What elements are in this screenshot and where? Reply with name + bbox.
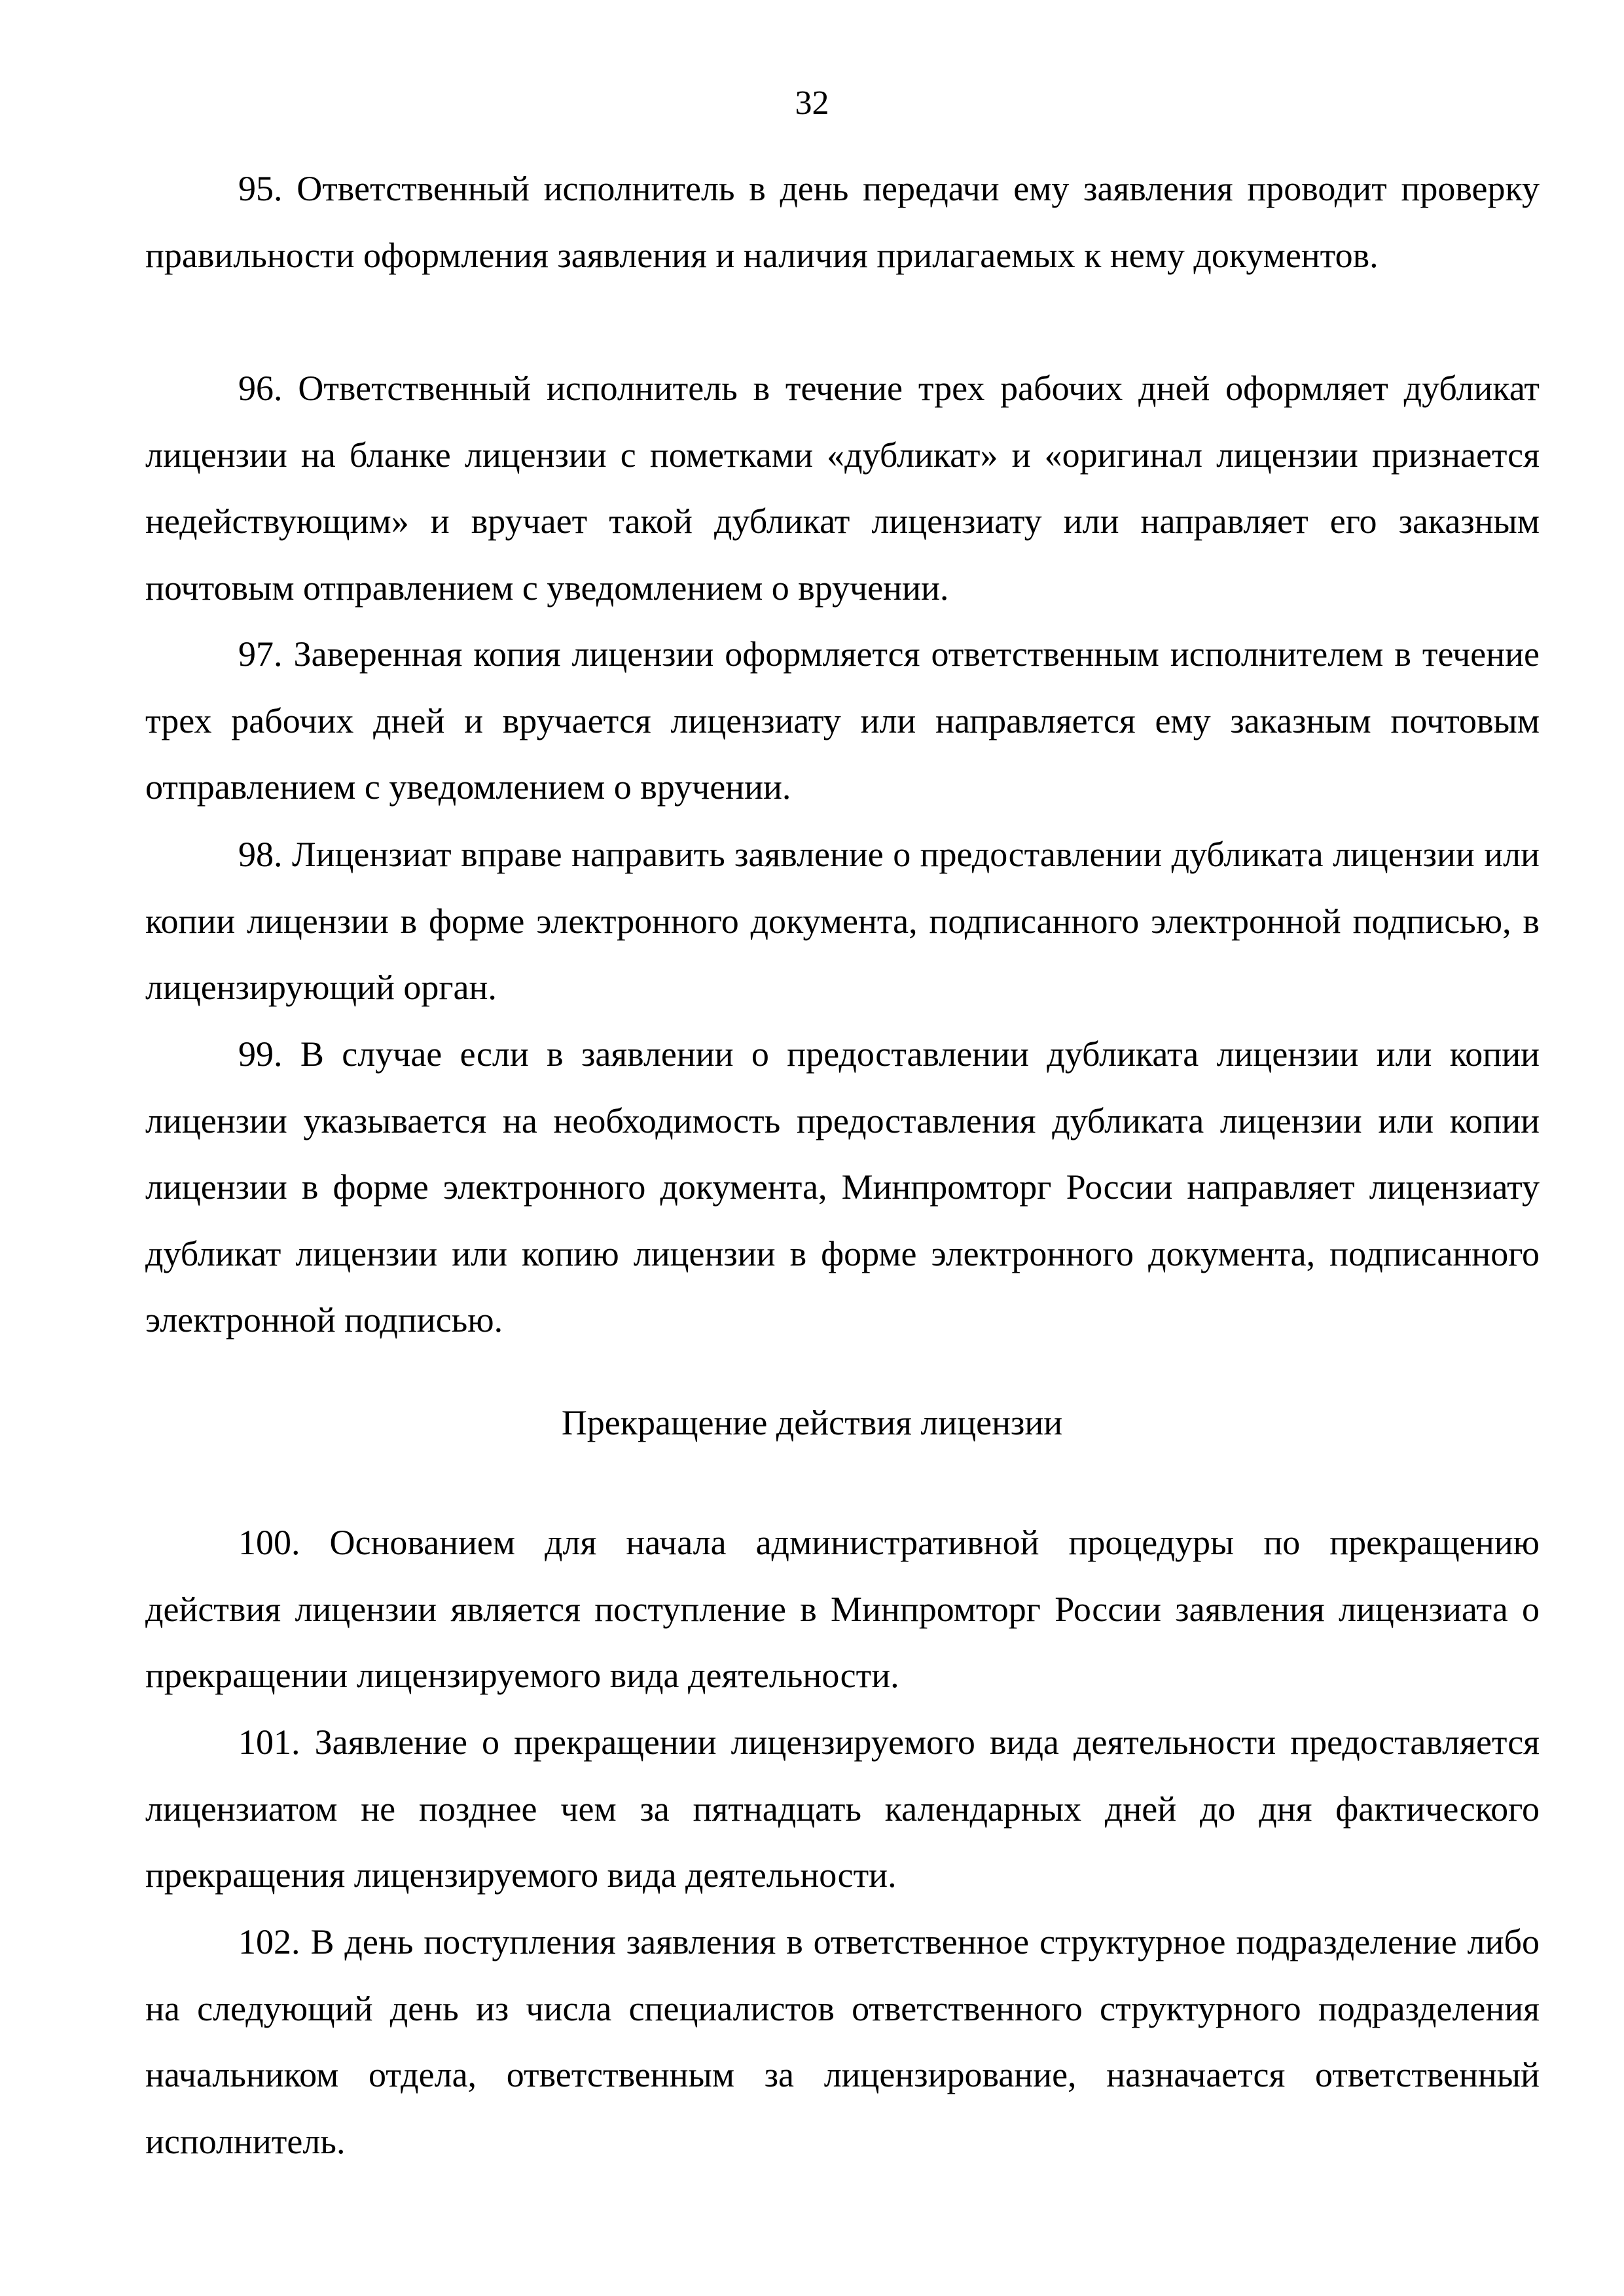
paragraph-102: 102. В день поступления заявления в ответственное структурное подразделение либо на следующий день из числа специалистов ответственного структурного подразделения начальником отдела, ответственным за лицензирование, назначается ответственный исполнитель.: [145, 1922, 1540, 2161]
paragraph-99: 99. В случае если в заявлении о предоставлении дубликата лицензии или копии лицензии указывается на необходимость предоставления дубликата лицензии или копии лицензии в форме электронного документа, Минпромторг России направляет лицензиату дубликат лицензии или копию лицензии в форме электронного документа, подписанного электронной подписью.: [145, 1034, 1540, 1339]
paragraph-97: 97. Заверенная копия лицензии оформляется ответственным исполнителем в течение трех рабочих дней и вручается лицензиату или направляется ему заказным почтовым отправлением с уведомлением о вручении.: [145, 634, 1540, 807]
paragraph-95: 95. Ответственный исполнитель в день передачи ему заявления проводит проверку правильности оформления заявления и наличия прилагаемых к нему документов.: [145, 169, 1540, 275]
paragraph-96: 96. Ответственный исполнитель в течение трех рабочих дней оформляет дубликат лицензии на бланке лицензии с пометками «дубликат» и «оригинал лицензии признается недействующим» и вручает такой дубликат лицензиату или направляет его заказным почтовым отправлением с уведомлением о вручении.: [145, 369, 1540, 608]
section-heading: Прекращение действия лицензии: [561, 1403, 1063, 1442]
paragraph-98: 98. Лицензиат вправе направить заявление о предоставлении дубликата лицензии или копии лицензии в форме электронного документа, подписанного электронной подписью, в лицензирующий орган.: [145, 835, 1540, 1007]
page-number: 32: [795, 84, 829, 122]
paragraph-100: 100. Основанием для начала административной процедуры по прекращению действия лицензии является поступление в Минпромторг России заявления лицензиата о прекращении лицензируемого вида деятельности.: [145, 1523, 1540, 1695]
paragraph-101: 101. Заявление о прекращении лицензируемого вида деятельности предоставляется лицензиатом не позднее чем за пятнадцать календарных дней до дня фактического прекращения лицензируемого вида деятельности.: [145, 1722, 1540, 1895]
